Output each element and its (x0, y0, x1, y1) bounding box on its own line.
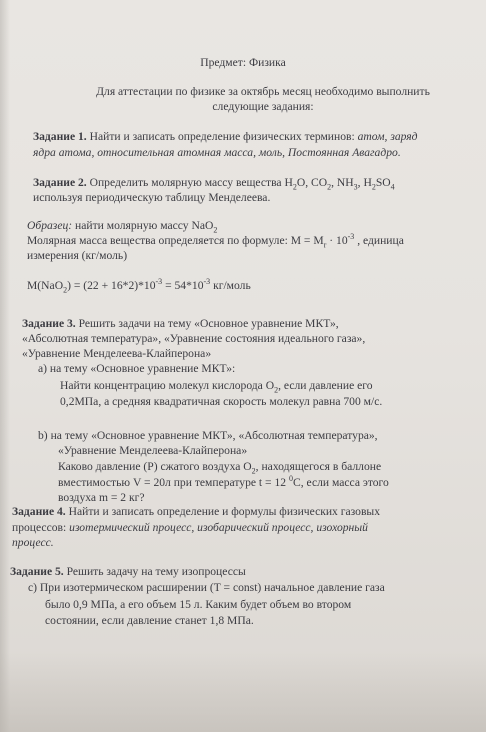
intro-line-1: Для аттестации по физике за октябрь месяц необходимо выполнить (96, 85, 430, 98)
task4-line-1: Задание 4. Найти и записать определение и формулы физических газовых (12, 505, 381, 518)
sample-formula: Молярная масса вещества определяется по формуле: $M = M_r \cdot 10^{-3}$ , единица (27, 232, 404, 250)
task1-terms-1: атом, заряд (357, 130, 418, 143)
sample-label: Образец: (27, 219, 73, 232)
task5-c-marker: c) (28, 581, 38, 594)
task3-line-3: «Уравнение Менделеева-Клайперона» (22, 347, 212, 360)
task3-b-marker: b) (38, 429, 48, 442)
task2-line-2: используя периодическую таблицу Менделеева. (33, 191, 271, 204)
task3-a-line-3: 0,2МПа, а средняя квадратичная скорость молекул равна 700 м/с. (60, 395, 383, 408)
sample-units: измерения (кг/моль) (27, 249, 128, 262)
task1-terms-2: ядра атома, относительная атомная масса, моль, Постоянная Авагадро. (33, 146, 401, 159)
task3-line-2: «Абсолютная температура», «Уравнение состояния идеального газа», (22, 332, 366, 345)
task2-text: Определить молярную массу вещества (89, 176, 282, 189)
task4-line-3: процесс. (12, 536, 54, 549)
task1 (33, 129, 418, 144)
task5-c-line-3: состоянии, если давление станет 1,8 МПа. (45, 614, 254, 627)
task3-line-1: Задание 3. Решить задачи на тему «Основное уравнение МКТ», (22, 317, 339, 330)
task1-label: Задание 1. (33, 130, 87, 143)
sample-line (27, 218, 217, 233)
task3-b-line-2: «Уравнение Менделеева-Клайперона» (58, 444, 248, 457)
task5-label: Задание 5. (10, 565, 64, 578)
task3-a-marker: a) (38, 362, 48, 375)
task3-b-line-5: воздуха m = 2 кг? (58, 491, 145, 504)
subject-title: Предмет: Физика (200, 56, 286, 69)
task5-c-line-2: было 0,9 МПа, а его объем 15 л. Каким будет объем во втором (45, 598, 352, 611)
task2-label: Задание 2. (33, 176, 87, 189)
task3-b-heading: b) на тему «Основное уравнение МКТ», «Абсолютная температура», (38, 429, 378, 442)
intro-line-2: следующие задания: (212, 100, 314, 113)
sample-calculation: $M(NaO_2) = (22 + 16*2)*10^{-3} = 54*10^{-3}$ кг/моль (27, 277, 251, 295)
task5-c-line-1: c) При изотермическом расширении (T = const) начальное давление газа (28, 581, 385, 594)
task4-line-2: процессов: изотермический процесс, изобарический процесс, изохорный (12, 521, 368, 534)
task3-b-line-4: вместимостью V = 20л при температуре t = 12 $^0$C, если масса этого (58, 474, 389, 489)
task3-label: Задание 3. (22, 317, 76, 330)
task3-a-line-2: Найти концентрацию молекул кислорода $O_2$, если давление его (60, 379, 373, 395)
task3-a-heading: a) на тему «Основное уравнение МКТ»: (38, 362, 236, 375)
task2-substances: $H_2O$, $CO_2$, $NH_3$, $H_2SO_4$ (284, 176, 395, 192)
task4-label: Задание 4. (12, 505, 66, 518)
task1-text: Найти и записать определение физических терминов: (89, 130, 355, 143)
task5-line-1: Задание 5. Решить задачу на тему изопроцессы (10, 565, 246, 578)
sample-text: найти молярную массу NaO$_2$ (75, 219, 218, 235)
task3-b-line-3: Каково давление (P) сжатого воздуха $O_2$, находящегося в баллоне (58, 460, 382, 476)
task2 (33, 175, 395, 190)
